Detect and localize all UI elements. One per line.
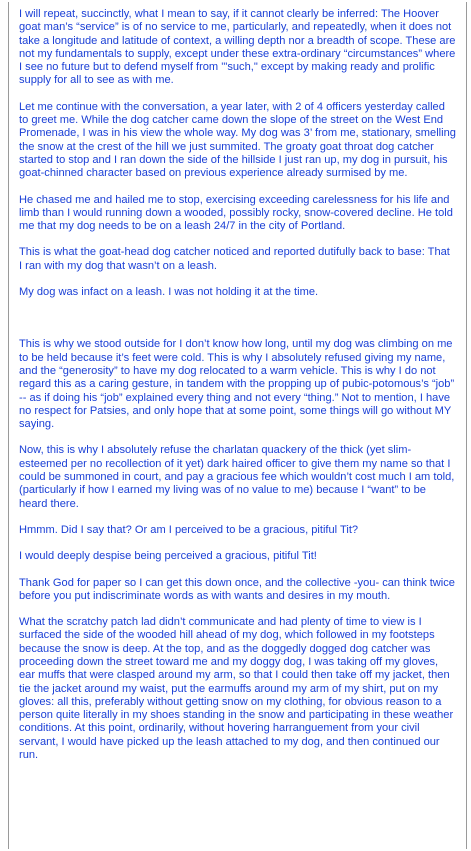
paragraph-4: This is what the goat-head dog catcher noticed and reported dutifully back to base: That I ran with my dog that wasn’t on a leash. bbox=[19, 246, 450, 272]
paragraph-10: Thank God for paper so I can get this down once, and the collective -you- can think twice before you put indiscriminate words as with wants and desires in my mouth. bbox=[19, 576, 455, 602]
document-frame bbox=[8, 2, 467, 849]
paragraph-6: This is why we stood outside for I don’t know how long, until my dog was climbing on me to be held because it’s feet were cold. This is why I absolutely refused giving my name, and the “generosity” to have my dog relocated to a warm vehicle. This is why I do not regard this as a caring gesture, in tandem with the propping up of pubic-potomous’s “job” -- as if doing his “job” explained every thing and not every “thing.” Not to mention, I have no respect for Patsies, and only hope that at some point, some things will go without MY saying. bbox=[19, 338, 455, 431]
paragraph-3: He chased me and hailed me to stop, exercising exceeding carelessness for his life and limb than I would running down a wooded, possibly rocky, snow-covered decline. He told me that my dog needs to be on a leash 24/7 in the city of Portland. bbox=[19, 193, 453, 233]
paragraph-9: I would deeply despise being perceived a gracious, pitiful Tit! bbox=[19, 550, 317, 563]
document-body bbox=[9, 2, 466, 762]
paragraph-8: Hmmm. Did I say that? Or am I perceived to be a gracious, pitiful Tit? bbox=[19, 523, 359, 536]
paragraph-7: Now, this is why I absolutely refuse the charlatan quackery of the thick (yet slim-esteemed per no recollection of it yet) dark haired officer to give them my name so that I could be summoned in court, and pay a gracious fee which wouldn’t cost much I am told, (particularly if how I earned my living was of no value to me) because I “want” to be heard there. bbox=[19, 444, 455, 510]
paragraph-5: My dog was infact on a leash. I was not holding it at the time. bbox=[19, 286, 319, 299]
paragraph-1: I will repeat, succinctly, what I mean to say, if it cannot clearly be inferred: The Hoover goat man’s “service” is of no service to me, particularly, and repeatedly, when it does not take a longitude and latitude of context, a willing depth nor a breadth of scope. These are not my fundamentals to supply, except under these extra-ordinary “circumstances” where I see no future but to defend myself from '"such," except by making ready and prolific supply for all to see as with me. bbox=[19, 8, 456, 87]
paragraph-2: Let me continue with the conversation, a year later, with 2 of 4 officers yesterday called to greet me. While the dog catcher came down the slope of the street on the West End Promenade, I was in his view the whole way. My dog was 3’ from me, stationary, smelling the snow at the crest of the hill we just summited. The groaty goat throat dog catcher started to stop and I ran down the side of the hillside I just ran up, my dog in pursuit, his goat-chinned character based on previous experience already surmised by me. bbox=[19, 100, 456, 180]
paragraph-11: What the scratchy patch lad didn’t communicate and had plenty of time to view is I surfaced the side of the wooded hill ahead of my dog, which followed in my footsteps because the snow is deep. At the top, and as the doggedly dogged dog catcher was proceeding down the street toward me and my doggy dog, I was taking off my gloves, ear muffs that were clasped around my arm, so that I could then take off my jacket, then tie the jacket around my waist, put the earmuffs around my arm of my shirt, put on my gloves: all this, preferably without getting snow on my clothing, for obvious reason to a person quite literally in my shoes standing in the snow and participating in these weather conditions. At this point, ordinarily, without hovering harranguement from your civil servant, I would have picked up the leash attached to my dog, and then continued our run. bbox=[19, 616, 454, 762]
